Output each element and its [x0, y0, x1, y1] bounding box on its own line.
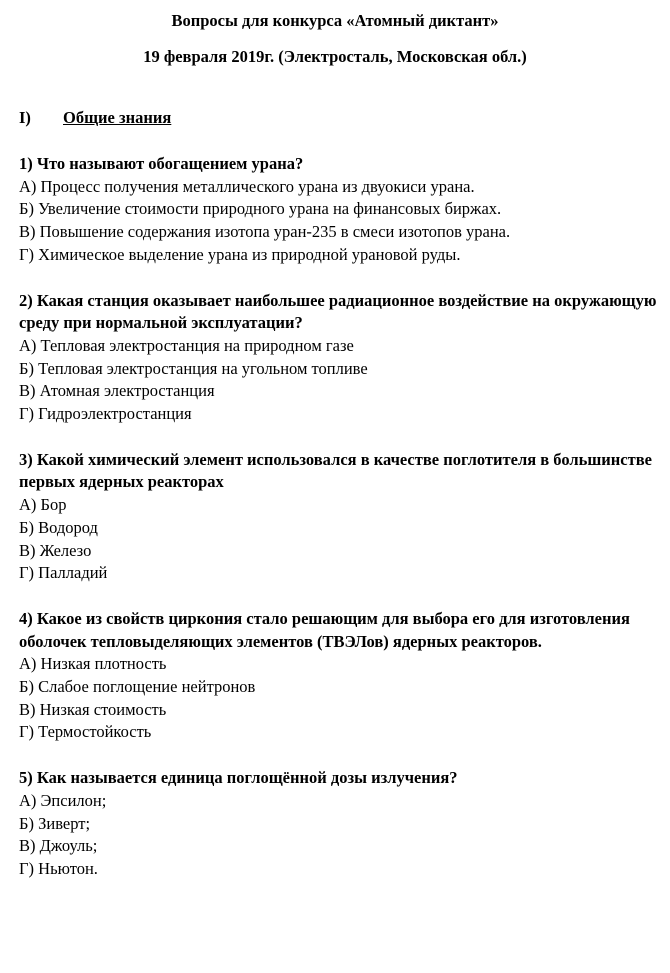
question-1 — [19, 153, 659, 267]
answer-option: А) Процесс получения металлического урана из двуокиси урана. — [19, 176, 475, 196]
answer-option: А) Эпсилон; — [19, 790, 107, 810]
answer-option: Б) Зиверт; — [19, 813, 91, 833]
answer-option: В) Низкая стоимость — [19, 699, 167, 719]
answer-option: Г) Химическое выделение урана из природной урановой руды. — [19, 244, 461, 264]
answer-option: В) Железо — [19, 540, 92, 560]
answer-option: А) Тепловая электростанция на природном газе — [19, 335, 354, 355]
answer-option: Б) Водород — [19, 517, 98, 537]
document-title: Вопросы для конкурса «Атомный диктант» — [171, 11, 499, 30]
question-text: 4) Какое из свойств циркония стало решающим для выбора его для изготовления оболочек тепловыделяющих элементов (ТВЭЛов) ядерных реакторов. — [19, 608, 630, 651]
answer-option: В) Повышение содержания изотопа уран-235 в смеси изотопов урана. — [19, 222, 511, 242]
question-5 — [19, 767, 659, 881]
document-subtitle: 19 февраля 2019г. (Электросталь, Московская обл.) — [143, 47, 527, 66]
answer-option: В) Джоуль; — [19, 836, 98, 856]
section-number: I) — [19, 108, 31, 127]
question-4 — [19, 608, 659, 744]
question-text: 1) Что называют обогащением урана? — [19, 154, 304, 173]
question-2 — [19, 290, 659, 426]
question-text: 2) Какая станция оказывает наибольшее радиационное воздействие на окружающую среду при нормальной эксплуатации? — [19, 290, 657, 333]
answer-option: Г) Ньютон. — [19, 858, 98, 878]
questions-list — [19, 153, 659, 904]
question-text: 3) Какой химический элемент использовался в качестве поглотителя в большинстве первых ядерных реакторах — [19, 449, 652, 492]
answer-option: Г) Гидроэлектростанция — [19, 404, 192, 424]
question-3 — [19, 449, 659, 585]
answer-option: В) Атомная электростанция — [19, 381, 215, 401]
answer-option: А) Низкая плотность — [19, 654, 167, 674]
section-heading — [19, 108, 171, 128]
question-text: 5) Как называется единица поглощённой дозы излучения? — [19, 768, 458, 788]
answer-option: Г) Термостойкость — [19, 722, 152, 742]
answer-option: Г) Палладий — [19, 563, 108, 583]
section-name: Общие знания — [63, 108, 172, 127]
answer-option: А) Бор — [19, 495, 67, 515]
answer-option: Б) Увеличение стоимости природного урана на финансовых биржах. — [19, 199, 502, 219]
answer-option: Б) Слабое поглощение нейтронов — [19, 677, 256, 697]
answer-option: Б) Тепловая электростанция на угольном топливе — [19, 358, 368, 378]
